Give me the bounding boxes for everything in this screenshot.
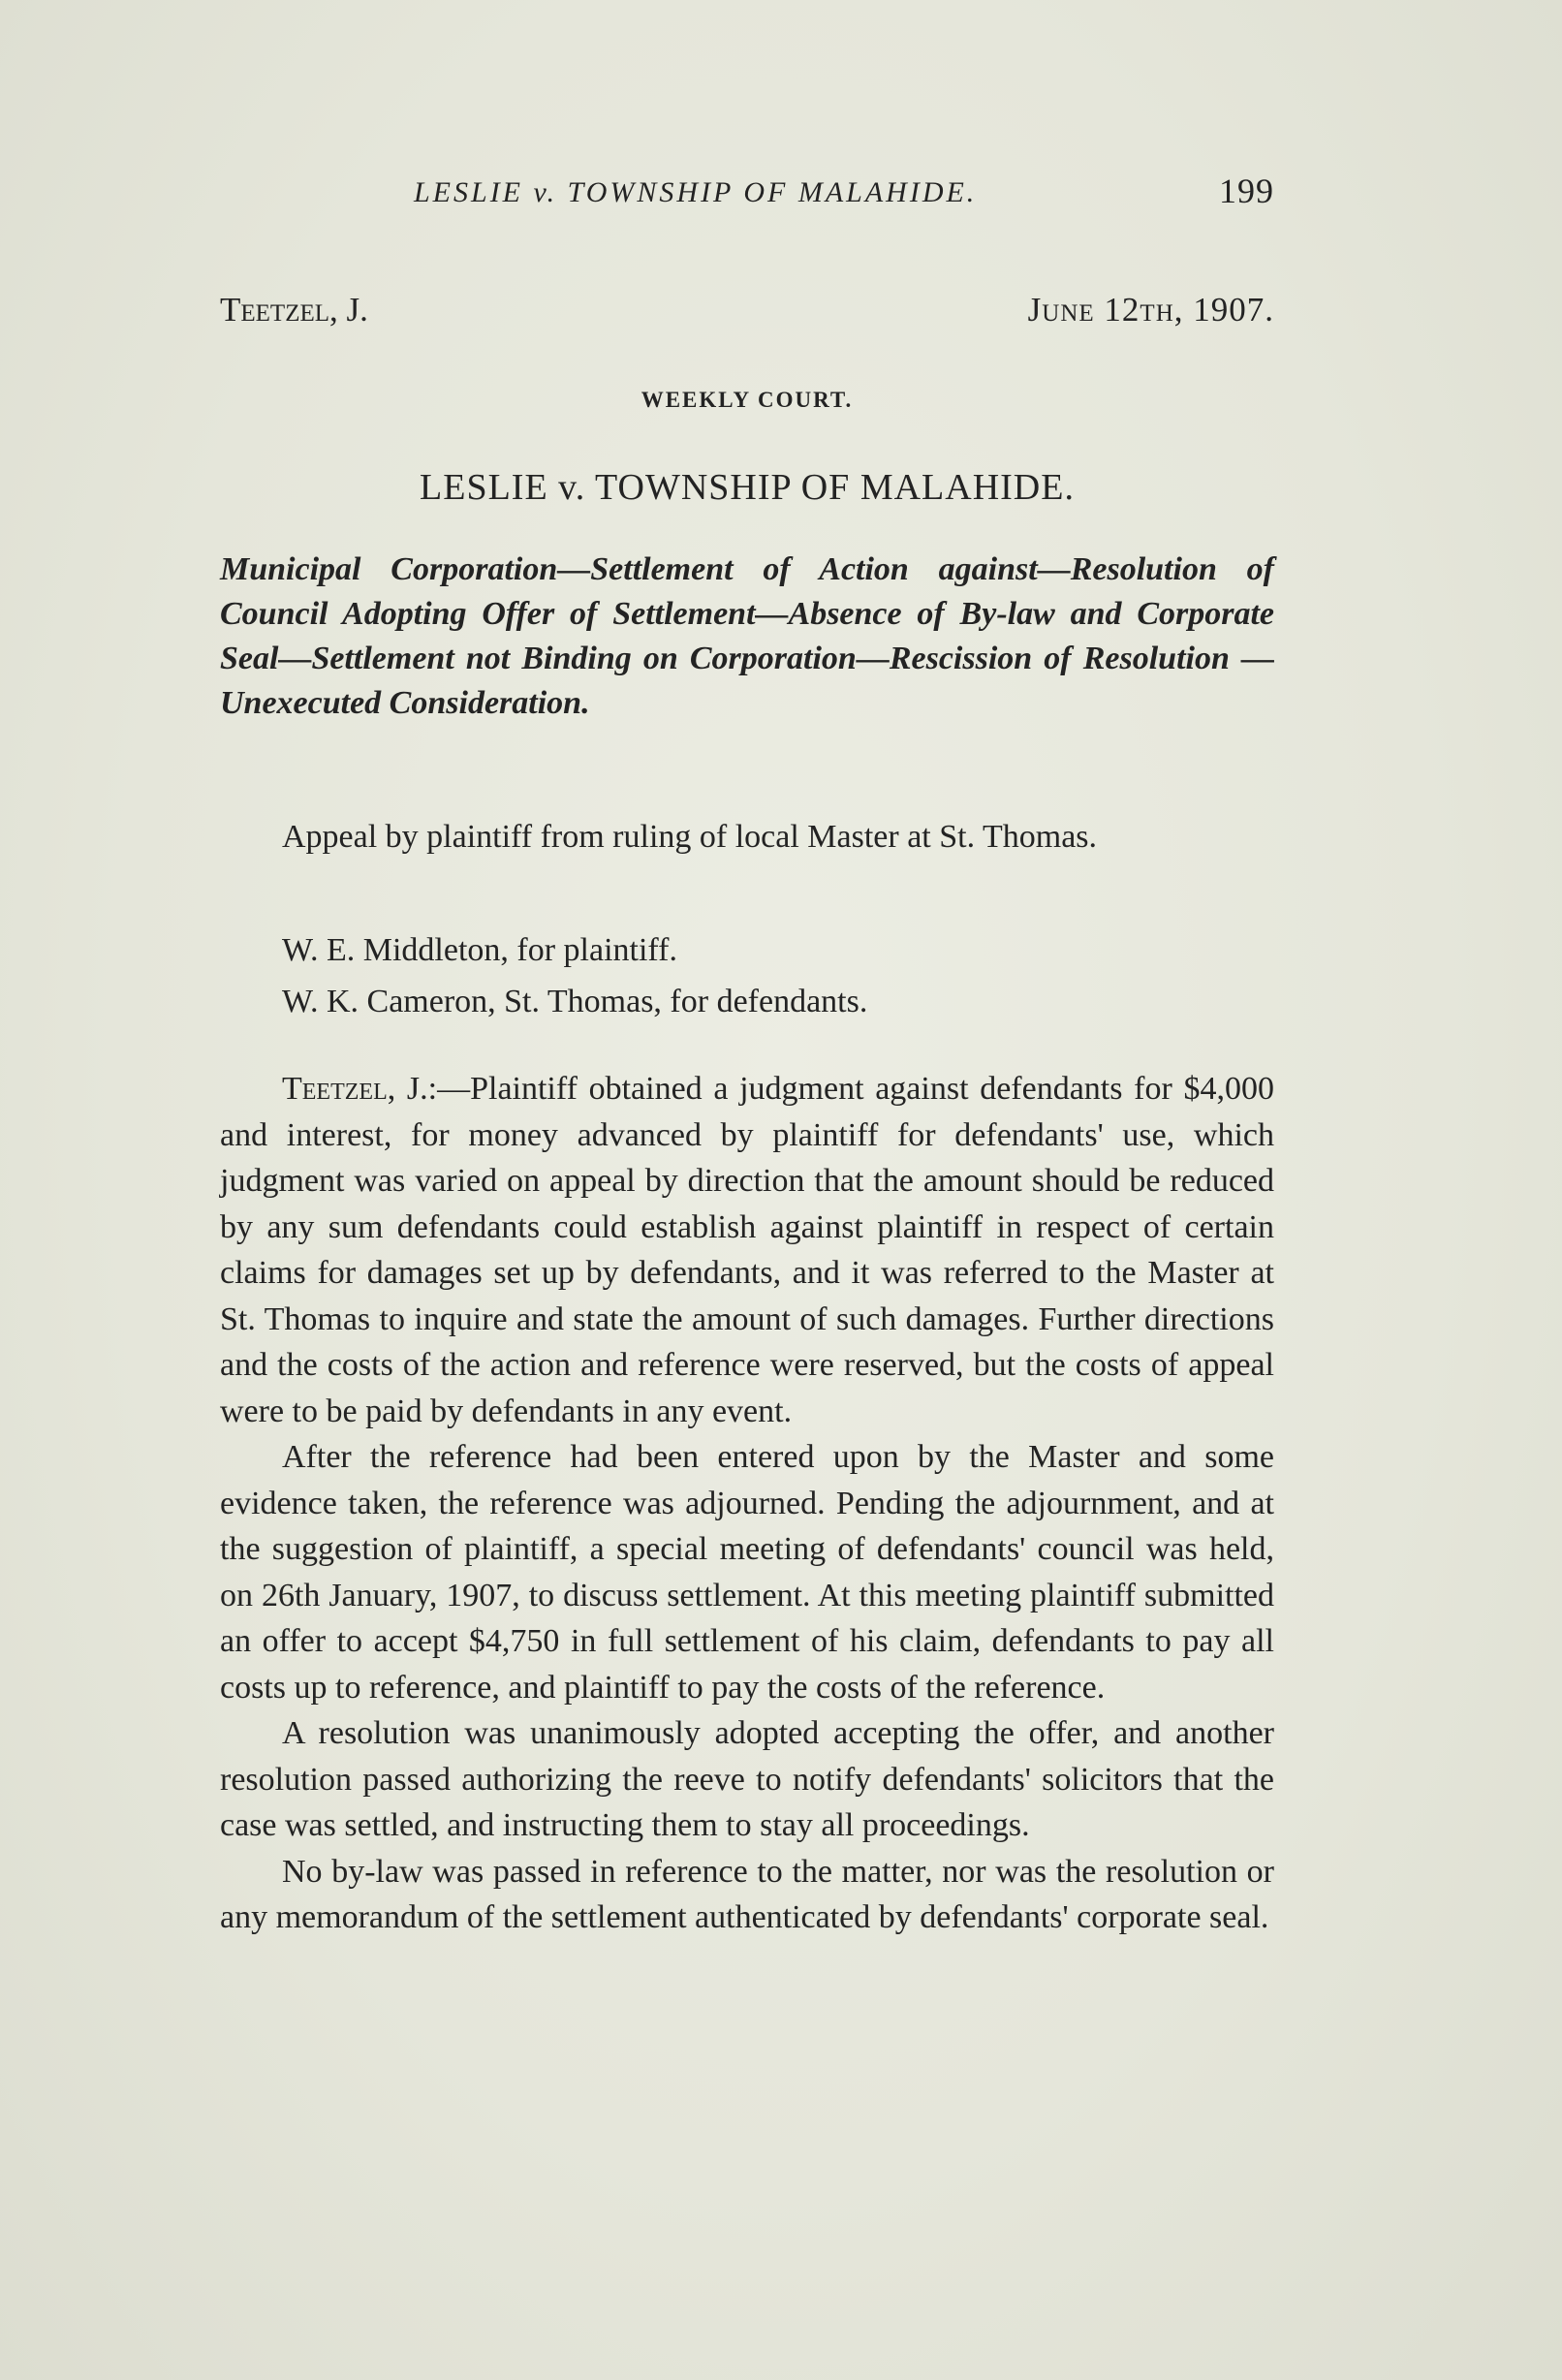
case-title: LESLIE v. TOWNSHIP OF MALAHIDE. bbox=[420, 467, 1075, 508]
opinion-paragraph: After the reference had been entered upon by the Master and some evidence taken, the reference was adjourned. Pending the adjournment, and at the suggestion of plaintiff, a special meeting of defendants' council was held, on 26th January, 1907, to discuss settlement. At this meeting plaintiff submitted an offer to accept $4,750 in full settlement of his claim, defendants to pay all costs up to reference, and plaintiff to pay the costs of the reference. bbox=[220, 1439, 1274, 1706]
appeal-statement: Appeal by plaintiff from ruling of local Master at St. Thomas. bbox=[282, 819, 1098, 855]
running-head-title: LESLIE v. TOWNSHIP OF MALAHIDE. bbox=[414, 176, 978, 208]
headnote bbox=[220, 548, 1274, 726]
page-number: 199 bbox=[1219, 172, 1274, 210]
counsel-plaintiff: W. E. Middleton, for plaintiff. bbox=[282, 932, 677, 968]
opinion-speaker: Teetzel, J. bbox=[282, 1071, 428, 1107]
opinion-paragraph-text: :—Plaintiff obtained a judgment against defendants for $4,000 and interest, for money advanced by plaintiff for defendants' use, which judgment was varied on appeal by direction that the amount should be reduced by any sum defendants could establish against plaintiff in respect of certain claims for damages set up by defendants, and it was referred to the Master at St. Thomas to inquire and state the amount of such damages. Further directions and the costs of the action and reference were reserved, but the costs of appeal were to be paid by defendants in any event. bbox=[220, 1071, 1274, 1429]
decision-date: June 12th, 1907. bbox=[1027, 291, 1274, 329]
judge-name: Teetzel, J. bbox=[220, 291, 368, 329]
opinion-paragraph: A resolution was unanimously adopted accepting the offer, and another resolution passed authorizing the reeve to notify defendants' solicitors that the case was settled, and instructing them to stay all proceedings. bbox=[220, 1715, 1274, 1843]
counsel-defendants: W. K. Cameron, St. Thomas, for defendants. bbox=[282, 984, 868, 1019]
opinion-paragraph: No by-law was passed in reference to the matter, nor was the resolution or any memorandum of the settlement authenticated by defendants' corporate seal. bbox=[220, 1853, 1274, 1935]
opinion-body bbox=[220, 1066, 1274, 1941]
court-name: WEEKLY COURT. bbox=[640, 388, 854, 412]
opinion-paragraph bbox=[220, 1066, 1274, 1434]
headnote-text: Municipal Corporation—Settlement of Action against—Resolution of Council Adopting Offer of Settlement—Absence of By-law and Corporate Seal—Settlement not Binding on Corporation—Rescission of Resolution — Unexecuted Consideration. bbox=[220, 551, 1274, 721]
